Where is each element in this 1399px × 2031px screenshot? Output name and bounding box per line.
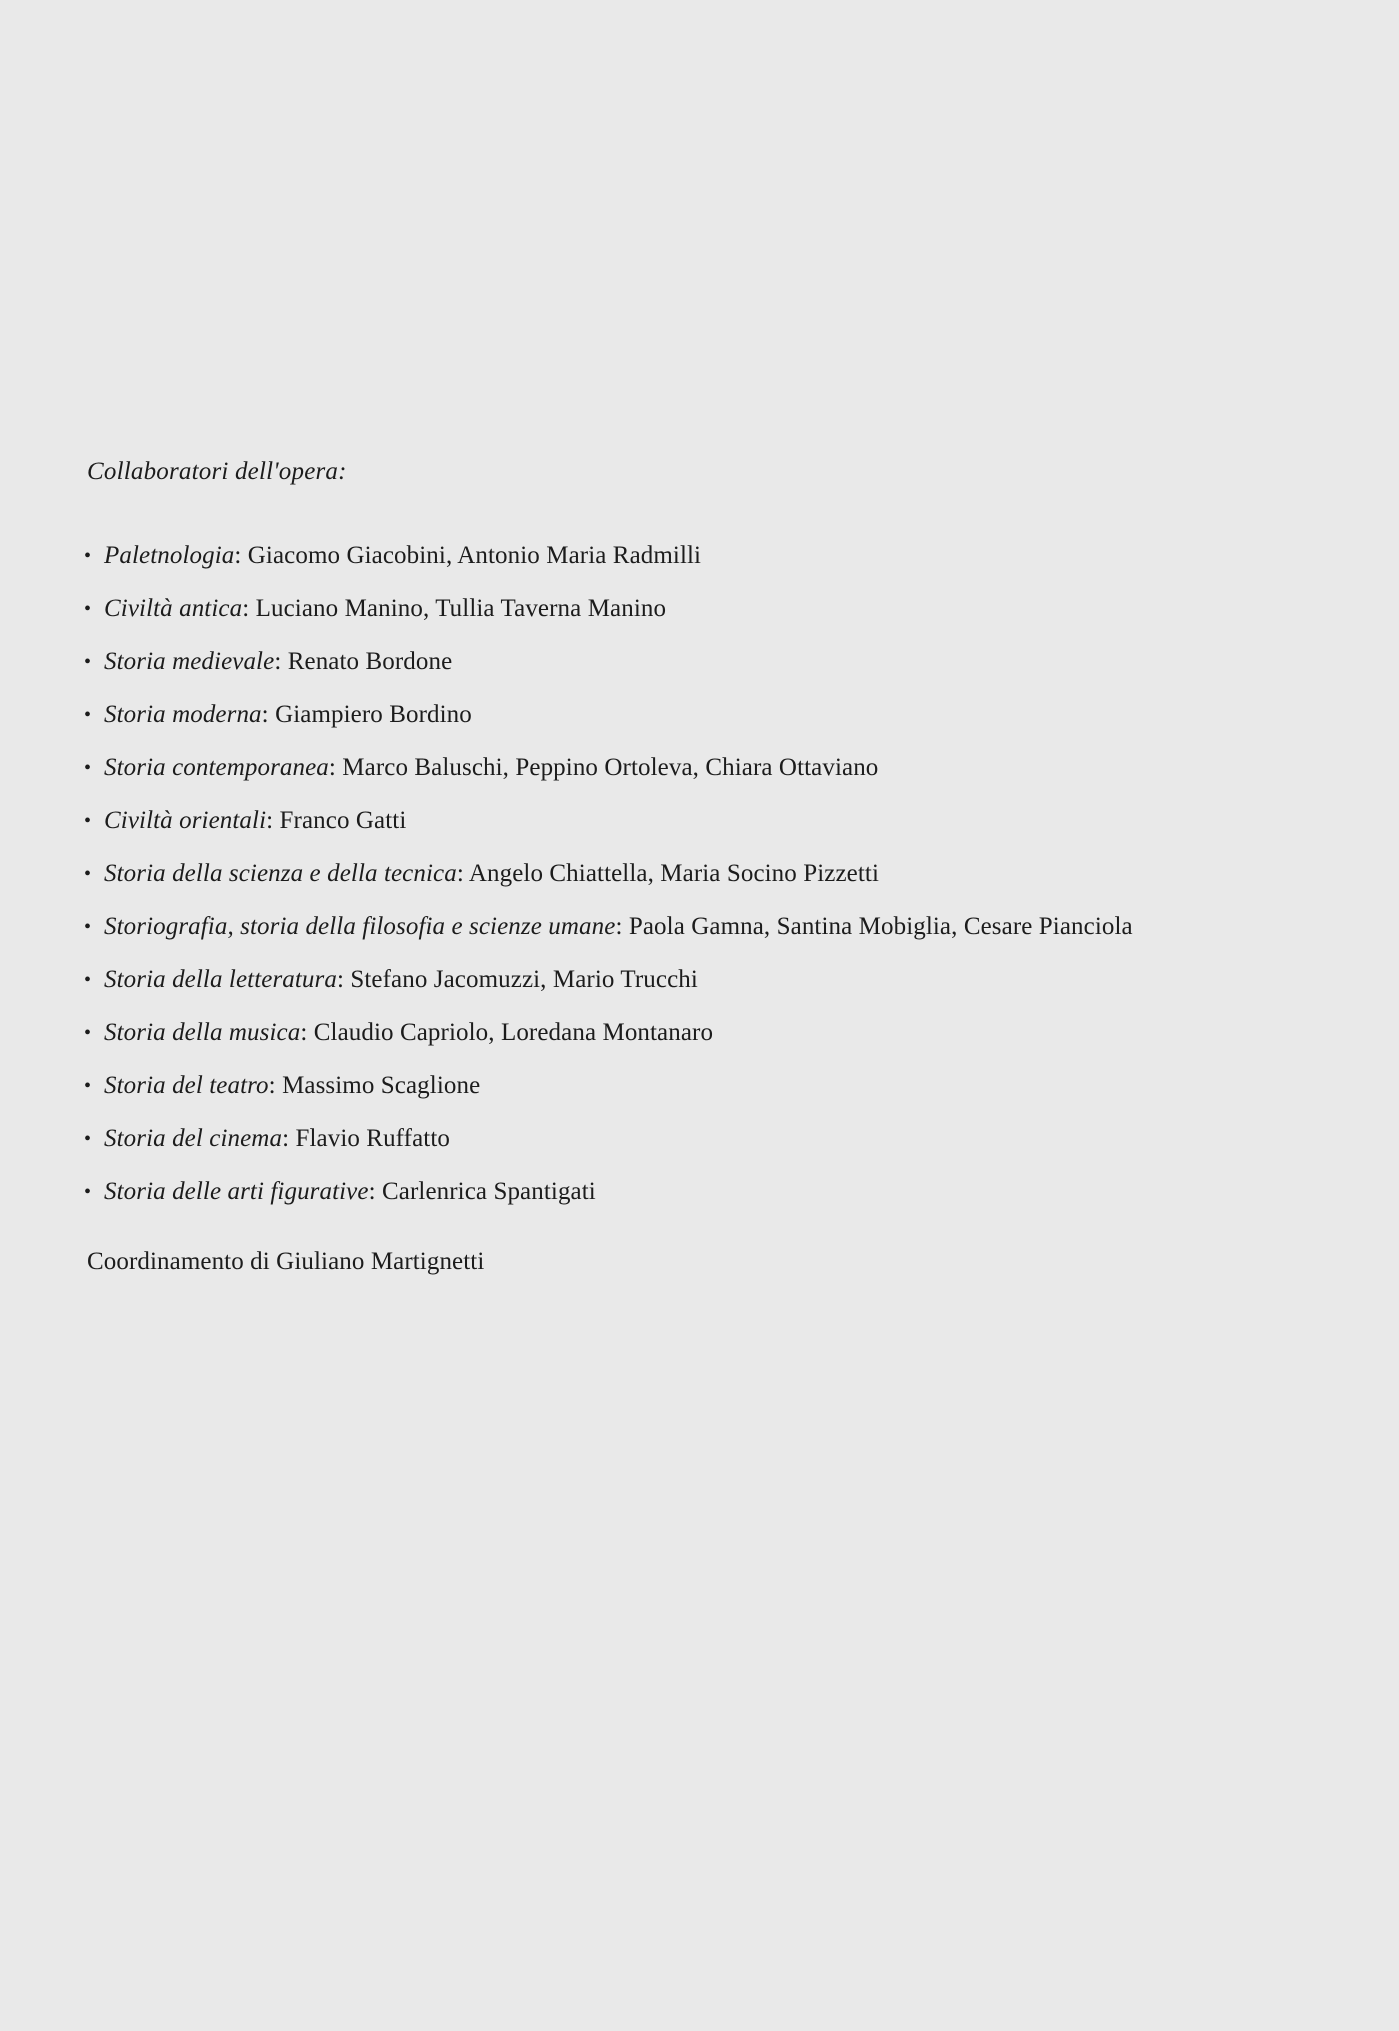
contributor-names: Flavio Ruffatto: [295, 1125, 450, 1152]
bullet-icon: •: [84, 916, 92, 938]
list-item: • Storia del teatro: Massimo Scaglione: [84, 1066, 1133, 1119]
contributor-names: Marco Baluschi, Peppino Ortoleva, Chiara Ottaviano: [342, 754, 879, 781]
list-item: • Storia della scienza e della tecnica: Angelo Chiattella, Maria Socino Pizzetti: [84, 854, 1133, 907]
list-item: • Storia delle arti figurative: Carlenrica Spantigati: [84, 1172, 1133, 1225]
contributor-names: Carlenrica Spantigati: [382, 1178, 596, 1205]
contributor-names: Renato Bordone: [287, 648, 453, 675]
bullet-icon: •: [84, 969, 92, 991]
subject-label: Storia della musica: [104, 1019, 301, 1046]
subject-label: Storia delle arti figurative: [104, 1178, 369, 1205]
subject-label: Storia della scienza e della tecnica: [104, 860, 457, 887]
bullet-icon: •: [84, 1075, 92, 1097]
subject-label: Paletnologia: [104, 542, 235, 569]
bullet-icon: •: [84, 1181, 92, 1203]
contributor-names: Giampiero Bordino: [275, 701, 472, 728]
coordination-credit: Coordinamento di Giuliano Martignetti: [87, 1248, 485, 1275]
contributor-names: Angelo Chiattella, Maria Socino Pizzetti: [468, 860, 880, 887]
subject-label: Storia moderna: [104, 701, 262, 728]
bullet-icon: •: [84, 1128, 92, 1150]
subject-label: Civiltà orientali: [104, 807, 267, 834]
list-item: • Storiografia, storia della filosofia e scienze umane: Paola Gamna, Santina Mobiglia, Cesare Pianciola: [84, 907, 1133, 960]
subject-label: Storia contemporanea: [104, 754, 329, 781]
subject-label: Storia medievale: [104, 648, 275, 675]
subject-label: Storiografia, storia della filosofia e scienze umane: [104, 913, 616, 940]
contributor-names: Paola Gamna, Santina Mobiglia, Cesare Pianciola: [628, 913, 1133, 940]
subject-label: Storia del teatro: [104, 1072, 269, 1099]
list-item: • Storia della letteratura: Stefano Jacomuzzi, Mario Trucchi: [84, 960, 1133, 1013]
contributor-names: Massimo Scaglione: [282, 1072, 481, 1099]
list-item: • Civiltà orientali: Franco Gatti: [84, 801, 1133, 854]
bullet-icon: •: [84, 545, 92, 567]
list-item: • Storia contemporanea: Marco Baluschi, Peppino Ortoleva, Chiara Ottaviano: [84, 748, 1133, 801]
contributor-names: Claudio Capriolo, Loredana Montanaro: [313, 1019, 714, 1046]
contributor-names: Stefano Jacomuzzi, Mario Trucchi: [350, 966, 698, 993]
bullet-icon: •: [84, 598, 92, 620]
contributor-names: Giacomo Giacobini, Antonio Maria Radmilli: [247, 542, 702, 569]
collaborators-list: [84, 536, 1133, 1225]
contributor-names: Franco Gatti: [279, 807, 407, 834]
subject-label: Storia della letteratura: [104, 966, 337, 993]
list-item: • Storia moderna: Giampiero Bordino: [84, 695, 1133, 748]
list-item: • Paletnologia: Giacomo Giacobini, Antonio Maria Radmilli: [84, 536, 1133, 589]
bullet-icon: •: [84, 757, 92, 779]
bullet-icon: •: [84, 704, 92, 726]
bullet-icon: •: [84, 1022, 92, 1044]
subject-label: Civiltà antica: [104, 595, 243, 622]
bullet-icon: •: [84, 810, 92, 832]
list-item: • Storia medievale: Renato Bordone: [84, 642, 1133, 695]
bullet-icon: •: [84, 863, 92, 885]
subject-label: Storia del cinema: [104, 1125, 283, 1152]
list-item: • Storia della musica: Claudio Capriolo, Loredana Montanaro: [84, 1013, 1133, 1066]
collaborators-heading: Collaboratori dell'opera:: [87, 458, 347, 485]
list-item: • Storia del cinema: Flavio Ruffatto: [84, 1119, 1133, 1172]
contributor-names: Luciano Manino, Tullia Taverna Manino: [255, 595, 667, 622]
bullet-icon: •: [84, 651, 92, 673]
list-item: • Civiltà antica: Luciano Manino, Tullia Taverna Manino: [84, 589, 1133, 642]
